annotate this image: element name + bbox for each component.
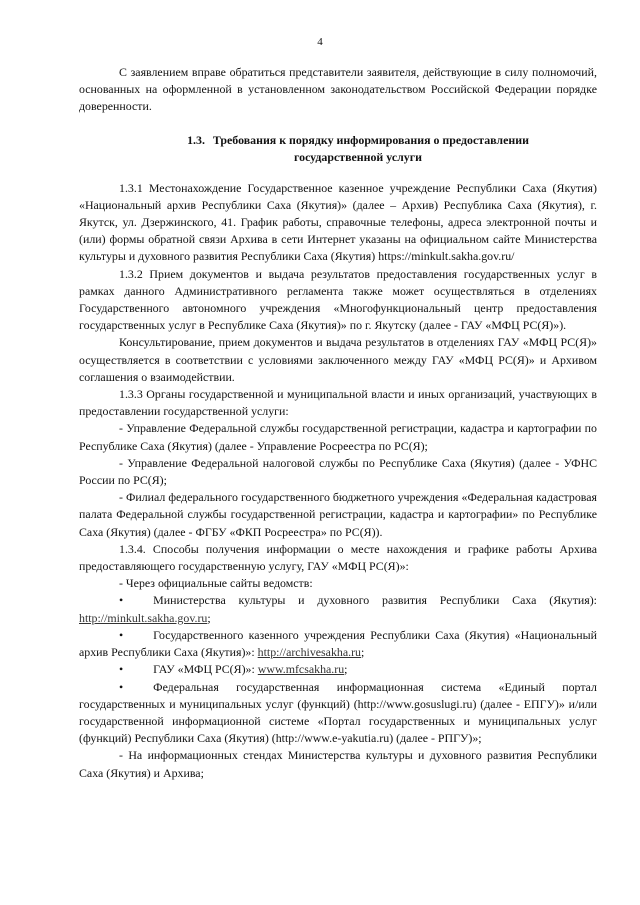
bullet-tail: ;: [361, 645, 365, 660]
paragraph-1-3-3: 1.3.3 Органы государственной и муниципальной власти и иных организаций, участвующих в предоставлении государственной услуги:: [79, 387, 597, 419]
paragraph-1-3-1: 1.3.1 Местонахождение Государственное казенное учреждение Республики Саха (Якутия) «Национальный архив Республики Саха (Якутия)» (далее – Архив) Республика Саха (Якутия), г. Якутск, ул. Дзержинского, 41. График работы, справочные телефоны, адреса электронной почты и (или) формы обратной связи Архива в сети Интернет указаны на официальном сайте Министерства культуры и духовного развития Республики Саха (Якутия) https://minkult.sakha.gov.ru/: [79, 180, 597, 264]
org-item-ufns: - Управление Федеральной налоговой службы по Республике Саха (Якутия) (далее - УФНС России по РС(Я);: [79, 455, 597, 488]
bullet-text: Министерства культуры и духовного развития Республики Саха (Якутия):: [153, 593, 597, 608]
bullet-text: Государственного казенного учреждения Республики Саха (Якутия) «Национальный архив Республики Саха (Якутия)»:: [79, 627, 597, 660]
paragraph-consulting: Консультирование, прием документов и выдача результатов в отделениях ГАУ «МФЦ РС(Я)» осуществляется в соответствии с условиями заключенного между ГАУ «МФЦ РС(Я)» и Архивом соглашения о взаимодействии.: [79, 335, 597, 384]
bullet-item: [79, 627, 597, 661]
via-sites-line: - Через официальные сайты ведомств:: [119, 576, 313, 591]
paragraph-1-3-4: 1.3.4. Способы получения информации о месте нахождения и графике работы Архива предоставляющего государственную услугу, ГАУ «МФЦ РС(Я)»:: [79, 541, 597, 574]
paragraph-1-3-2: 1.3.2 Прием документов и выдача результатов предоставления государственных услуг в рамках данного Административного регламента также может осуществляться в отделениях Государственного автономного учреждения «Многофункциональный центр предоставления государственных услуг в Республике Саха (Якутия)» по г. Якутску (далее - ГАУ «МФЦ РС(Я)»).: [79, 266, 597, 333]
section-title-line2: государственной услуги: [294, 149, 422, 164]
bullet-item: [79, 592, 597, 626]
document-body: [79, 64, 597, 782]
mfc-link[interactable]: www.mfcsakha.ru: [257, 662, 345, 677]
bullet-tail: ;: [344, 662, 348, 677]
intro-paragraph: С заявлением вправе обратиться представители заявителя, действующие в силу полномочий, основанных на оформленной в установленном законодательством Российской Федерации порядке доверенности.: [79, 65, 597, 114]
bullet-mark: •: [119, 627, 124, 642]
bullet-mark: •: [119, 662, 124, 677]
bullet-item: [79, 679, 597, 748]
section-title-line1: Требования к порядку информирования о предоставлении: [212, 132, 529, 147]
info-stands-line: - На информационных стендах Министерства культуры и духовного развития Республики Саха (Якутия) и Архива;: [79, 748, 597, 780]
bullet-text: ГАУ «МФЦ РС(Я)»:: [153, 662, 258, 677]
page-number: 4: [317, 36, 323, 48]
bullet-mark: •: [119, 679, 124, 694]
section-number: 1.3.: [187, 132, 205, 147]
org-item-kadastr: - Филиал федерального государственного бюджетного учреждения «Федеральная кадастровая палата Федеральной службы государственной регистрации, кадастра и картографии» по Республике Саха (Якутия) (далее - ФГБУ «ФКП Росреестра» по РС(Я)).: [79, 490, 597, 539]
archive-link[interactable]: http://archivesakha.ru: [257, 645, 362, 660]
minkult-link[interactable]: http://minkult.sakha.gov.ru: [79, 610, 208, 625]
section-heading: [79, 132, 597, 166]
org-item-rosreestr: - Управление Федеральной службы государственной регистрации, кадастра и картографии по Республике Саха (Якутия) (далее - Управление Росреестра по РС(Я);: [79, 421, 597, 453]
bullet-tail: ;: [207, 610, 211, 625]
bullet-item: [79, 661, 597, 678]
bullet-mark: •: [119, 593, 124, 608]
bullet-text: Федеральная государственная информационная система «Единый портал государственных и муниципальных услуг (функций) (http://www.gosuslugi.ru) (далее - ЕПГУ)» и/или государственной информационной системе «Портал государственных и муниципальных услуг (функций) Республики Саха (Якутия) (http://www.e-yakutia.ru) (далее - РПГУ)»;: [79, 679, 597, 746]
